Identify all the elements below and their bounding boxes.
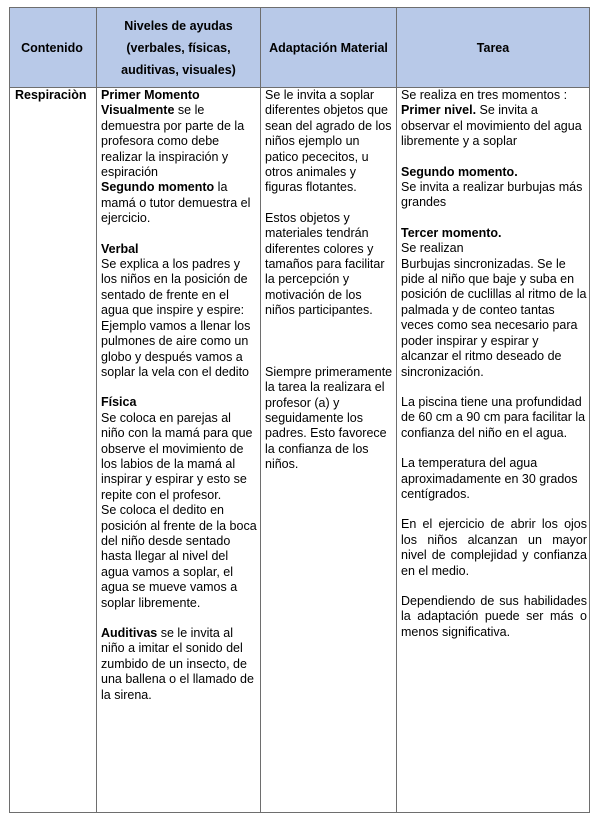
fisica-text-2: Se coloca el dedito en posición al frente de la boca del niño desde sentado hasta llegar al nivel del agua vamos a soplar, el agua se mueve vamos a soplar libremente. (101, 503, 257, 610)
tarea-tercer-text-1: Se realizan (401, 241, 464, 256)
cell-tarea (397, 88, 590, 813)
tarea-ejercicio: En el ejercicio de abrir los ojos los niños alcanzan un mayor nivel de complejidad y confianza en el medio. (401, 517, 587, 578)
fisica-text-1: Se coloca en parejas al niño con la mamá para que observe el movimiento de los labios de la mamá al inspirar y espirar y esto se repite con el profesor. (101, 410, 253, 502)
cell-contenido: Respiraciòn (10, 88, 97, 813)
auditivas-text: se le invita al niño a imitar el sonido del zumbido de un insecto, de una ballena o el llamado de la sirena. (101, 626, 254, 702)
primer-momento-text: se le demuestra por parte de la profesora como debe realizar la inspiración y espiración (101, 103, 245, 180)
header-row (10, 8, 590, 88)
tarea-temperatura: La temperatura del agua aproximadamente en 30 grados centígrados. (401, 456, 578, 501)
segundo-momento-label: Segundo momento (101, 180, 215, 195)
tarea-segundo-label: Segundo momento. (401, 164, 518, 179)
table-row (10, 88, 590, 813)
niveles-verbal (101, 242, 258, 381)
adaptacion-p3: Siempre primeramente la tarea la realizara el profesor (a) y seguidamente los padres. Esto favorece la confianza de los niños. (265, 364, 393, 472)
tarea-tercer-text-2: Burbujas sincronizadas. Se le pide al niño que baje y suba en posición de cuclillas al ritmo de la palmada y de conteo tantas veces como sea necesario para poder inspirar y espirar y alcanzar el ritmo deseado de sincronización. (401, 256, 587, 379)
tarea-segundo-text: Se invita a realizar burbujas más grandes (401, 180, 583, 210)
lesson-table (9, 7, 590, 813)
tarea-segundo (401, 165, 587, 211)
header-contenido: Contenido (10, 8, 97, 88)
verbal-text: Se explica a los padres y los niños en la posición de sentado de frente en el agua que inspire y espire: (101, 257, 248, 318)
fisica-label: Física (101, 395, 137, 410)
niveles-fisica (101, 395, 258, 611)
verbal-ejemplo: Ejemplo vamos a llenar los pulmones de aire como un globo y después vamos a soplar la vela con el dedito (101, 318, 251, 379)
header-niveles: Niveles de ayudas (verbales, físicas, auditivas, visuales) (97, 8, 261, 88)
tarea-tercer-label: Tercer momento. (401, 225, 502, 240)
header-adaptacion: Adaptación Material (261, 8, 397, 88)
header-tarea: Tarea (397, 8, 590, 88)
tarea-dependiendo: Dependiendo de sus habilidades la adaptación puede ser más o menos significativa. (401, 593, 587, 639)
segundo-momento-text: la mamá o tutor demuestra el ejercicio. (101, 180, 251, 226)
tarea-tercer (401, 226, 587, 380)
verbal-label: Verbal (101, 241, 139, 256)
adaptacion-p1: Se le invita a soplar diferentes objetos que sean del agrado de los niños ejemplo un patico pececitos, u otros animales y figuras flotantes. (265, 88, 392, 195)
tarea-primer-label: Primer nivel. (401, 103, 477, 118)
cell-adaptacion (261, 88, 397, 813)
niveles-momentos (101, 88, 258, 227)
tarea-piscina: La piscina tiene una profundidad de 60 cm a 90 cm para facilitar la confianza del niño en el agua. (401, 394, 586, 440)
primer-momento-label: Primer Momento Visualmente (101, 88, 200, 118)
auditivas-label: Auditivas (101, 626, 158, 640)
tarea-primer-text: Se invita a observar el movimiento del agua libremente y a soplar (401, 103, 582, 149)
document-page (9, 7, 589, 813)
tarea-primer (401, 88, 587, 150)
cell-niveles (97, 88, 261, 813)
tarea-intro: Se realiza en tres momentos : (401, 88, 568, 102)
adaptacion-p2: Estos objetos y materiales tendrán diferentes colores y tamaños para facilitar la percepción y motivación de los niños participantes. (265, 210, 385, 318)
niveles-auditivas (101, 626, 258, 703)
